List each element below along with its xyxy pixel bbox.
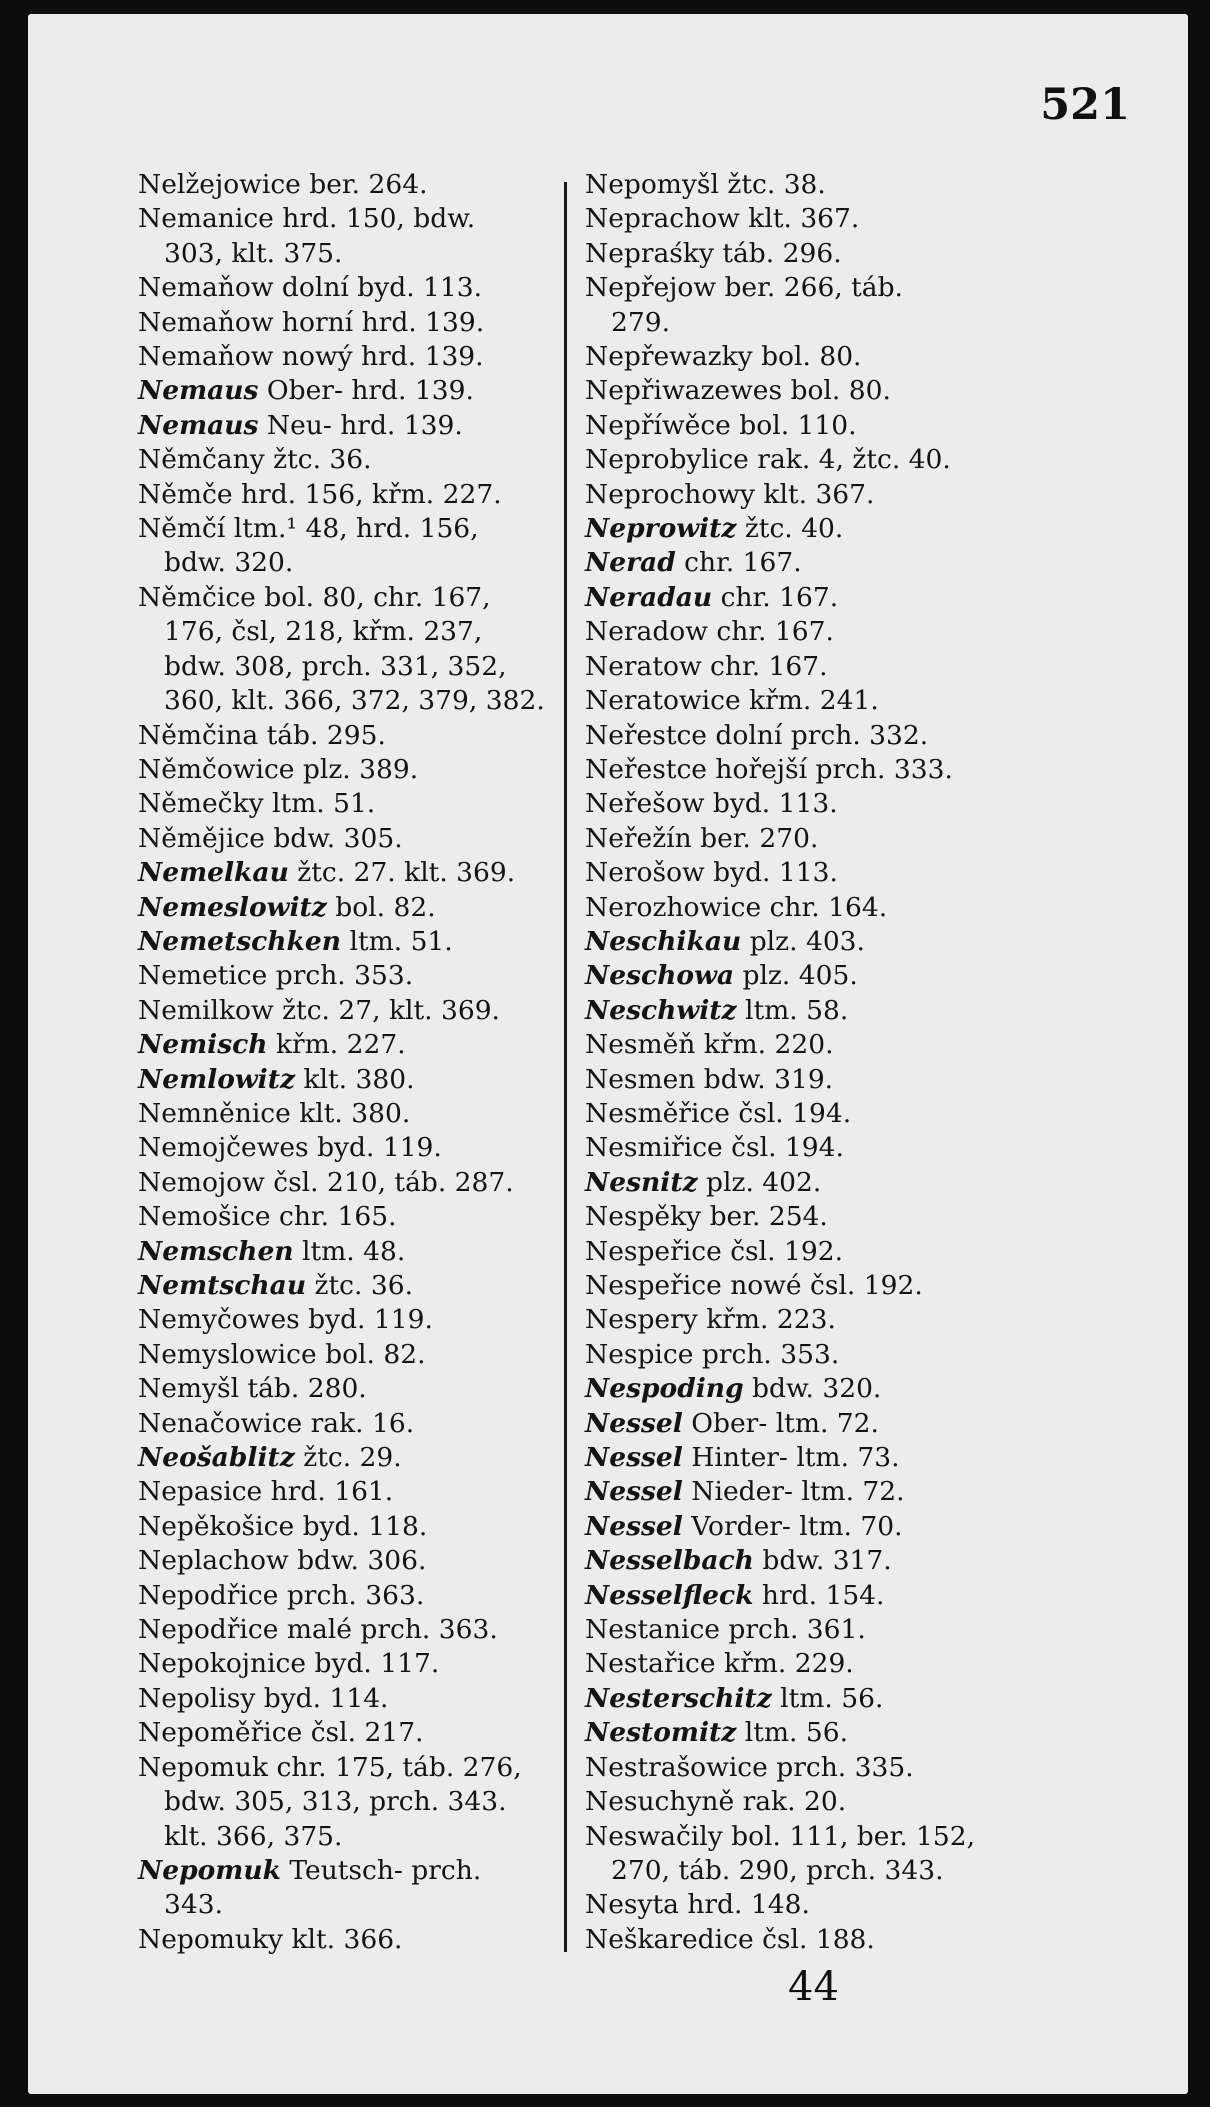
entry-name: Neswačily (585, 1820, 723, 1852)
index-entry (585, 546, 1045, 580)
entry-name: Nemetschken (138, 925, 342, 957)
entry-references: plz. 403. (741, 925, 865, 957)
index-entry (585, 1372, 1045, 1406)
index-entry (138, 1303, 578, 1337)
index-entry (585, 374, 1045, 408)
entry-references: žtc. 36. (264, 444, 372, 476)
entry-name: Nemanice (138, 203, 274, 235)
index-entry (585, 1888, 1045, 1922)
entry-name: Nemaus (138, 375, 259, 407)
entry-references: chr. 167. (712, 581, 839, 613)
index-entry (138, 959, 578, 993)
entry-references: chr. 175, táb. 276, (268, 1751, 522, 1783)
entry-references: rak. 16. (302, 1407, 415, 1439)
entry-name: Neřestce dolní (585, 719, 783, 751)
entry-continuation: bdw. 308, prch. 331, 352, (164, 650, 507, 682)
entry-references: čsl. 210, táb. 287. (264, 1166, 514, 1198)
index-entry (585, 581, 1045, 615)
entry-name: Nespery (585, 1304, 698, 1336)
index-entry (585, 1751, 1045, 1785)
entry-references: Hinter- ltm. 73. (682, 1442, 900, 1474)
index-entry (585, 237, 1045, 271)
entry-references: Neu- hrd. 139. (258, 409, 463, 441)
index-entry (138, 1613, 578, 1647)
entry-references: byd. 113. (348, 272, 483, 304)
entry-continuation: bdw. 305, 313, prch. 343. (164, 1786, 507, 1818)
index-entry (138, 1097, 578, 1131)
entry-name: Neradow (585, 616, 708, 648)
entry-references: klt. 367. (754, 478, 875, 510)
entry-references: plz. 405. (734, 960, 858, 992)
entry-name: Nespeřice nowé (585, 1270, 802, 1301)
entry-references: křm. 223. (697, 1304, 836, 1336)
index-entry (585, 1303, 1045, 1337)
index-column-left (138, 168, 578, 1957)
entry-references: Ober- ltm. 72. (682, 1407, 879, 1439)
index-entry (585, 1063, 1045, 1097)
entry-name: Nestomitz (585, 1717, 737, 1749)
entry-references: ber. 264. (300, 169, 428, 200)
entry-references: křm. 220. (695, 1029, 834, 1061)
index-entry (585, 409, 1045, 443)
index-entry (138, 1647, 578, 1681)
entry-references: hrd. 150, bdw. (273, 203, 476, 235)
index-entry (585, 202, 1045, 236)
index-entry (138, 340, 578, 374)
entry-name: Nemyslowice (138, 1338, 317, 1370)
entry-name: Nespice (585, 1338, 694, 1370)
entry-name: Nemaňow nowý (138, 341, 353, 373)
index-entry (585, 1579, 1045, 1613)
entry-name: Nesnitz (585, 1166, 698, 1198)
index-entry (585, 891, 1045, 925)
index-entry (138, 1579, 578, 1613)
entry-continuation: 176, čsl, 218, křm. 237, (164, 616, 483, 648)
index-entry (138, 202, 578, 271)
entry-name: Nepokojnice (138, 1648, 307, 1680)
entry-name: Neřešow (585, 788, 705, 820)
entry-name: Neošablitz (138, 1442, 295, 1474)
entry-name: Němčowice (138, 753, 295, 785)
entry-name: Nessel (585, 1442, 683, 1474)
entry-name: Nespěky (585, 1201, 702, 1233)
entry-references: táb. 280. (239, 1373, 367, 1405)
entry-name: Neradau (585, 581, 713, 613)
index-entry (138, 787, 578, 821)
index-entry (138, 1269, 578, 1303)
entry-references: bol. 110. (730, 409, 857, 441)
entry-references: žtc. 29. (294, 1442, 402, 1474)
index-entry (585, 719, 1045, 753)
entry-name: Němčice (138, 581, 256, 613)
entry-name: Nesměň (585, 1029, 696, 1061)
entry-name: Nemošice (138, 1201, 271, 1233)
entry-name: Nessel (585, 1476, 683, 1508)
index-entry (585, 787, 1045, 821)
entry-name: Němějice (138, 822, 265, 854)
entry-references: bol. 80. (782, 375, 891, 407)
entry-references: prch. 363. (278, 1579, 425, 1611)
index-entry (585, 1441, 1045, 1475)
entry-references: klt. 380. (295, 1063, 415, 1095)
entry-references: žtc. 27, klt. 369. (273, 994, 500, 1026)
index-entry (138, 1475, 578, 1509)
index-entry (585, 1716, 1045, 1750)
index-entry (585, 1338, 1045, 1372)
entry-references: ltm. 48. (293, 1235, 406, 1267)
signature-mark: 44 (788, 1964, 839, 2010)
entry-references: klt. 366. (283, 1923, 403, 1955)
index-entry (138, 925, 578, 959)
index-entry (138, 306, 578, 340)
entry-references: táb. 295. (258, 719, 386, 751)
entry-name: Neratowice (585, 685, 741, 717)
entry-references: táb. 296. (713, 237, 842, 269)
index-entry (138, 1441, 578, 1475)
entry-references: čsl. 192. (801, 1270, 923, 1301)
entry-name: Nemojčewes (138, 1132, 309, 1164)
index-entry (585, 1647, 1045, 1681)
index-entry (138, 1235, 578, 1269)
index-entry (585, 1028, 1045, 1062)
index-entry (138, 891, 578, 925)
entry-name: Nepomuk (138, 1854, 281, 1886)
entry-references: čsl. 194. (722, 1132, 844, 1164)
index-entry (585, 1923, 1045, 1957)
index-entry (138, 271, 578, 305)
entry-name: Nemetice (138, 960, 268, 992)
index-entry (585, 1097, 1045, 1131)
entry-references: žtc. 27. klt. 369. (288, 857, 516, 889)
index-entry (585, 1200, 1045, 1234)
page-number: 521 (1040, 80, 1130, 130)
entry-name: Nepomuky (138, 1923, 284, 1955)
index-entry (138, 409, 578, 443)
entry-name: Nenačowice (138, 1407, 303, 1439)
index-entry (138, 1751, 578, 1854)
index-entry (138, 512, 578, 581)
entry-references: bol. 82. (326, 891, 436, 923)
entry-references: bdw. 305. (264, 822, 403, 854)
entry-name: Nerad (585, 547, 676, 579)
index-entry (138, 1200, 578, 1234)
entry-references: klt. 367. (739, 203, 860, 235)
entry-name: Neřežín (585, 822, 692, 854)
entry-references: čsl. 194. (729, 1097, 852, 1129)
entry-name: Neprobylice (585, 444, 749, 476)
entry-references: ber. 270. (691, 822, 819, 854)
entry-name: Nemelkau (138, 857, 289, 889)
entry-references: Nieder- ltm. 72. (682, 1476, 905, 1508)
entry-references: byd. 118. (294, 1510, 428, 1542)
entry-name: Nepomyšl (585, 169, 719, 200)
index-column-right (585, 168, 1045, 1957)
entry-name: Nesměřice (585, 1097, 730, 1129)
entry-name: Nepřewazky (585, 341, 753, 373)
index-entry (585, 168, 1045, 202)
entry-name: Neprowitz (585, 513, 737, 545)
entry-references: ltm. 56. (771, 1682, 884, 1714)
index-entry (138, 1716, 578, 1750)
entry-continuation: 279. (611, 306, 671, 338)
entry-references: chr. 167. (675, 547, 802, 579)
index-entry (138, 1682, 578, 1716)
entry-name: Neprachow (585, 203, 740, 235)
index-entry (585, 925, 1045, 959)
index-entry (585, 340, 1045, 374)
entry-name: Nepomuk (138, 1751, 269, 1783)
entry-name: Nesuchyně (585, 1786, 735, 1818)
entry-references: prch. 363. (351, 1614, 498, 1646)
entry-name: Nemeslowitz (138, 891, 327, 923)
index-entry (138, 1028, 578, 1062)
entry-references: ltm. 56. (736, 1717, 848, 1749)
index-entry (138, 719, 578, 753)
entry-continuation: 303, klt. 375. (164, 237, 343, 269)
entry-references: byd. 119. (308, 1132, 442, 1164)
entry-name: Neškaredice (585, 1923, 754, 1955)
entry-references: chr. 167. (707, 616, 834, 648)
index-entry (138, 168, 578, 202)
entry-references: žtc. 36. (306, 1270, 413, 1301)
entry-references: ber. 266, táb. (716, 272, 903, 304)
entry-name: Nepřejow (585, 272, 717, 304)
entry-references: křm. 241. (740, 685, 879, 717)
index-entry (585, 994, 1045, 1028)
entry-references: hrd. 154. (753, 1579, 885, 1611)
entry-references: hrd. 139. (353, 306, 485, 338)
index-entry (138, 443, 578, 477)
entry-name: Nesterschitz (585, 1682, 772, 1714)
entry-name: Nestanice (585, 1614, 720, 1646)
entry-name: Nessel (585, 1407, 683, 1439)
entry-name: Němečky (138, 788, 264, 820)
entry-name: Nepříwěce (585, 409, 731, 441)
index-entry (138, 994, 578, 1028)
entry-name: Nerozhowice (585, 891, 762, 923)
entry-references: hrd. 161. (262, 1476, 394, 1508)
entry-references: ltm.¹ 48, hrd. 156, (225, 513, 479, 545)
index-entry (585, 822, 1045, 856)
entry-references: byd. 113. (704, 857, 838, 889)
entry-references: bdw. 306. (288, 1545, 427, 1577)
index-entry (138, 1338, 578, 1372)
index-entry (585, 684, 1045, 718)
index-entry (138, 374, 578, 408)
book-page (28, 14, 1188, 2094)
index-entry (585, 959, 1045, 993)
entry-name: Nepolisy (138, 1682, 256, 1714)
index-entry (585, 443, 1045, 477)
entry-references: chr. 167. (701, 650, 828, 682)
entry-name: Nepasice (138, 1476, 263, 1508)
entry-references: hrd. 139. (352, 341, 484, 373)
index-entry (138, 1372, 578, 1406)
entry-name: Nemlowitz (138, 1063, 296, 1095)
entry-name: Neschwitz (585, 994, 737, 1026)
entry-references: prch. 353. (267, 960, 414, 992)
entry-name: Neprochowy (585, 478, 755, 510)
entry-continuation: 343. (164, 1889, 224, 1921)
entry-name: Nestařice (585, 1648, 716, 1680)
index-entry (585, 512, 1045, 546)
entry-references: byd. 119. (299, 1304, 433, 1336)
entry-references: bdw. 319. (695, 1063, 834, 1095)
entry-name: Neratow (585, 650, 702, 682)
index-entry (585, 1166, 1045, 1200)
index-entry (138, 856, 578, 890)
entry-name: Nepraśky (585, 237, 714, 269)
entry-name: Nespoding (585, 1373, 744, 1405)
entry-name: Neřestce hořejší (585, 753, 808, 785)
entry-name: Němčany (138, 444, 265, 476)
entry-references: křm. 227. (267, 1029, 406, 1061)
index-entry (138, 753, 578, 787)
entry-references: bol. 80. (752, 341, 862, 373)
entry-references: rak. 20. (734, 1786, 847, 1818)
entry-references: bdw. 320. (743, 1373, 882, 1405)
entry-name: Němče (138, 478, 233, 510)
entry-continuation: 270, táb. 290, prch. 343. (611, 1854, 944, 1886)
index-entry (138, 1923, 578, 1957)
index-entry (585, 1475, 1045, 1509)
entry-name: Nepoměřice (138, 1717, 303, 1749)
entry-references: bol. 80, chr. 167, (255, 581, 491, 613)
index-entry (585, 856, 1045, 890)
entry-references: byd. 113. (704, 788, 838, 820)
entry-name: Nemaňow dolní (138, 272, 349, 304)
entry-name: Nemyčowes (138, 1304, 300, 1336)
index-entry (585, 1269, 1045, 1303)
entry-continuation: 360, klt. 366, 372, 379, 382. (164, 685, 545, 717)
entry-references: klt. 380. (290, 1097, 411, 1129)
entry-name: Nesmen (585, 1063, 696, 1095)
entry-name: Nestrašowice (585, 1751, 768, 1783)
entry-name: Nesmiřice (585, 1132, 723, 1164)
entry-references: ltm. 51. (263, 788, 376, 820)
column-divider (564, 182, 567, 1952)
entry-name: Nepodřice malé (138, 1614, 352, 1646)
entry-references: hrd. 156, křm. 227. (232, 478, 502, 510)
entry-references: chr. 165. (270, 1201, 397, 1233)
entry-references: prch. 353. (693, 1338, 840, 1370)
entry-references: prch. 332. (782, 719, 929, 751)
entry-references: Teutsch- prch. (280, 1854, 482, 1886)
index-entry (138, 1063, 578, 1097)
index-entry (138, 1166, 578, 1200)
entry-name: Nemtschau (138, 1270, 307, 1301)
entry-references: ber. 254. (701, 1201, 828, 1233)
entry-name: Nespeřice (585, 1235, 722, 1267)
entry-name: Nemojow (138, 1166, 265, 1198)
entry-name: Nemaus (138, 409, 259, 441)
entry-name: Nemilkow (138, 994, 274, 1026)
entry-references: žtc. 40. (736, 513, 844, 545)
entry-references: křm. 229. (715, 1648, 854, 1680)
index-entry (585, 1544, 1045, 1578)
index-entry (585, 1785, 1045, 1819)
index-entry (585, 1131, 1045, 1165)
entry-name: Nepřiwazewes (585, 375, 783, 407)
index-entry (138, 478, 578, 512)
entry-name: Nessel (585, 1510, 683, 1542)
entry-references: bdw. 317. (753, 1545, 892, 1577)
entry-references: žtc. 38. (718, 169, 826, 200)
entry-name: Nesselfleck (585, 1579, 754, 1611)
entry-name: Nemisch (138, 1029, 268, 1061)
index-entry (585, 478, 1045, 512)
entry-references: čsl. 217. (302, 1717, 424, 1749)
entry-name: Nesselbach (585, 1545, 754, 1577)
entry-references: byd. 114. (255, 1682, 389, 1714)
index-entry (138, 1131, 578, 1165)
entry-references: ltm. 51. (341, 925, 453, 957)
entry-references: čsl. 188. (753, 1923, 875, 1955)
entry-name: Němčina (138, 719, 259, 751)
entry-references: hrd. 148. (678, 1889, 810, 1921)
index-entry (138, 1854, 578, 1923)
entry-name: Neplachow (138, 1545, 289, 1577)
entry-references: byd. 117. (306, 1648, 440, 1680)
entry-references: prch. 333. (807, 753, 953, 785)
index-entry (138, 581, 578, 719)
entry-references: chr. 164. (761, 891, 888, 923)
entry-name: Nemaňow horní (138, 306, 354, 338)
entry-continuation: bdw. 320. (164, 547, 294, 579)
entry-name: Neschowa (585, 960, 735, 992)
index-entry (585, 650, 1045, 684)
entry-references: rak. 4, žtc. 40. (748, 444, 951, 476)
entry-references: prch. 361. (719, 1614, 866, 1646)
index-entry (138, 1510, 578, 1544)
index-entry (585, 271, 1045, 340)
entry-name: Němčí (138, 513, 226, 545)
index-entry (585, 1820, 1045, 1889)
index-entry (585, 1407, 1045, 1441)
entry-references: čsl. 192. (721, 1235, 843, 1267)
entry-name: Nepodřice (138, 1579, 279, 1611)
entry-name: Nepěkošice (138, 1510, 295, 1542)
entry-name: Nemschen (138, 1235, 294, 1267)
index-entry (585, 615, 1045, 649)
entry-references: bol. 111, ber. 152, (722, 1820, 976, 1852)
entry-references: prch. 335. (767, 1751, 914, 1783)
index-entry (585, 1510, 1045, 1544)
index-entry (585, 753, 1045, 787)
index-entry (585, 1235, 1045, 1269)
entry-references: bol. 82. (316, 1338, 426, 1370)
entry-name: Nesyta (585, 1889, 679, 1921)
entry-references: ltm. 58. (736, 994, 849, 1026)
index-entry (138, 1407, 578, 1441)
entry-references: plz. 402. (697, 1166, 822, 1198)
entry-name: Nerošow (585, 857, 705, 889)
entry-references: plz. 389. (294, 753, 419, 785)
index-entry (138, 822, 578, 856)
entry-name: Neschikau (585, 925, 742, 957)
entry-references: Ober- hrd. 139. (258, 375, 474, 407)
index-entry (585, 1613, 1045, 1647)
entry-name: Nelžejowice (138, 169, 301, 200)
index-entry (585, 1682, 1045, 1716)
entry-name: Nemněnice (138, 1097, 291, 1129)
index-entry (138, 1544, 578, 1578)
entry-continuation: klt. 366, 375. (164, 1820, 343, 1852)
entry-references: Vorder- ltm. 70. (682, 1510, 903, 1542)
entry-name: Nemyšl (138, 1373, 240, 1405)
